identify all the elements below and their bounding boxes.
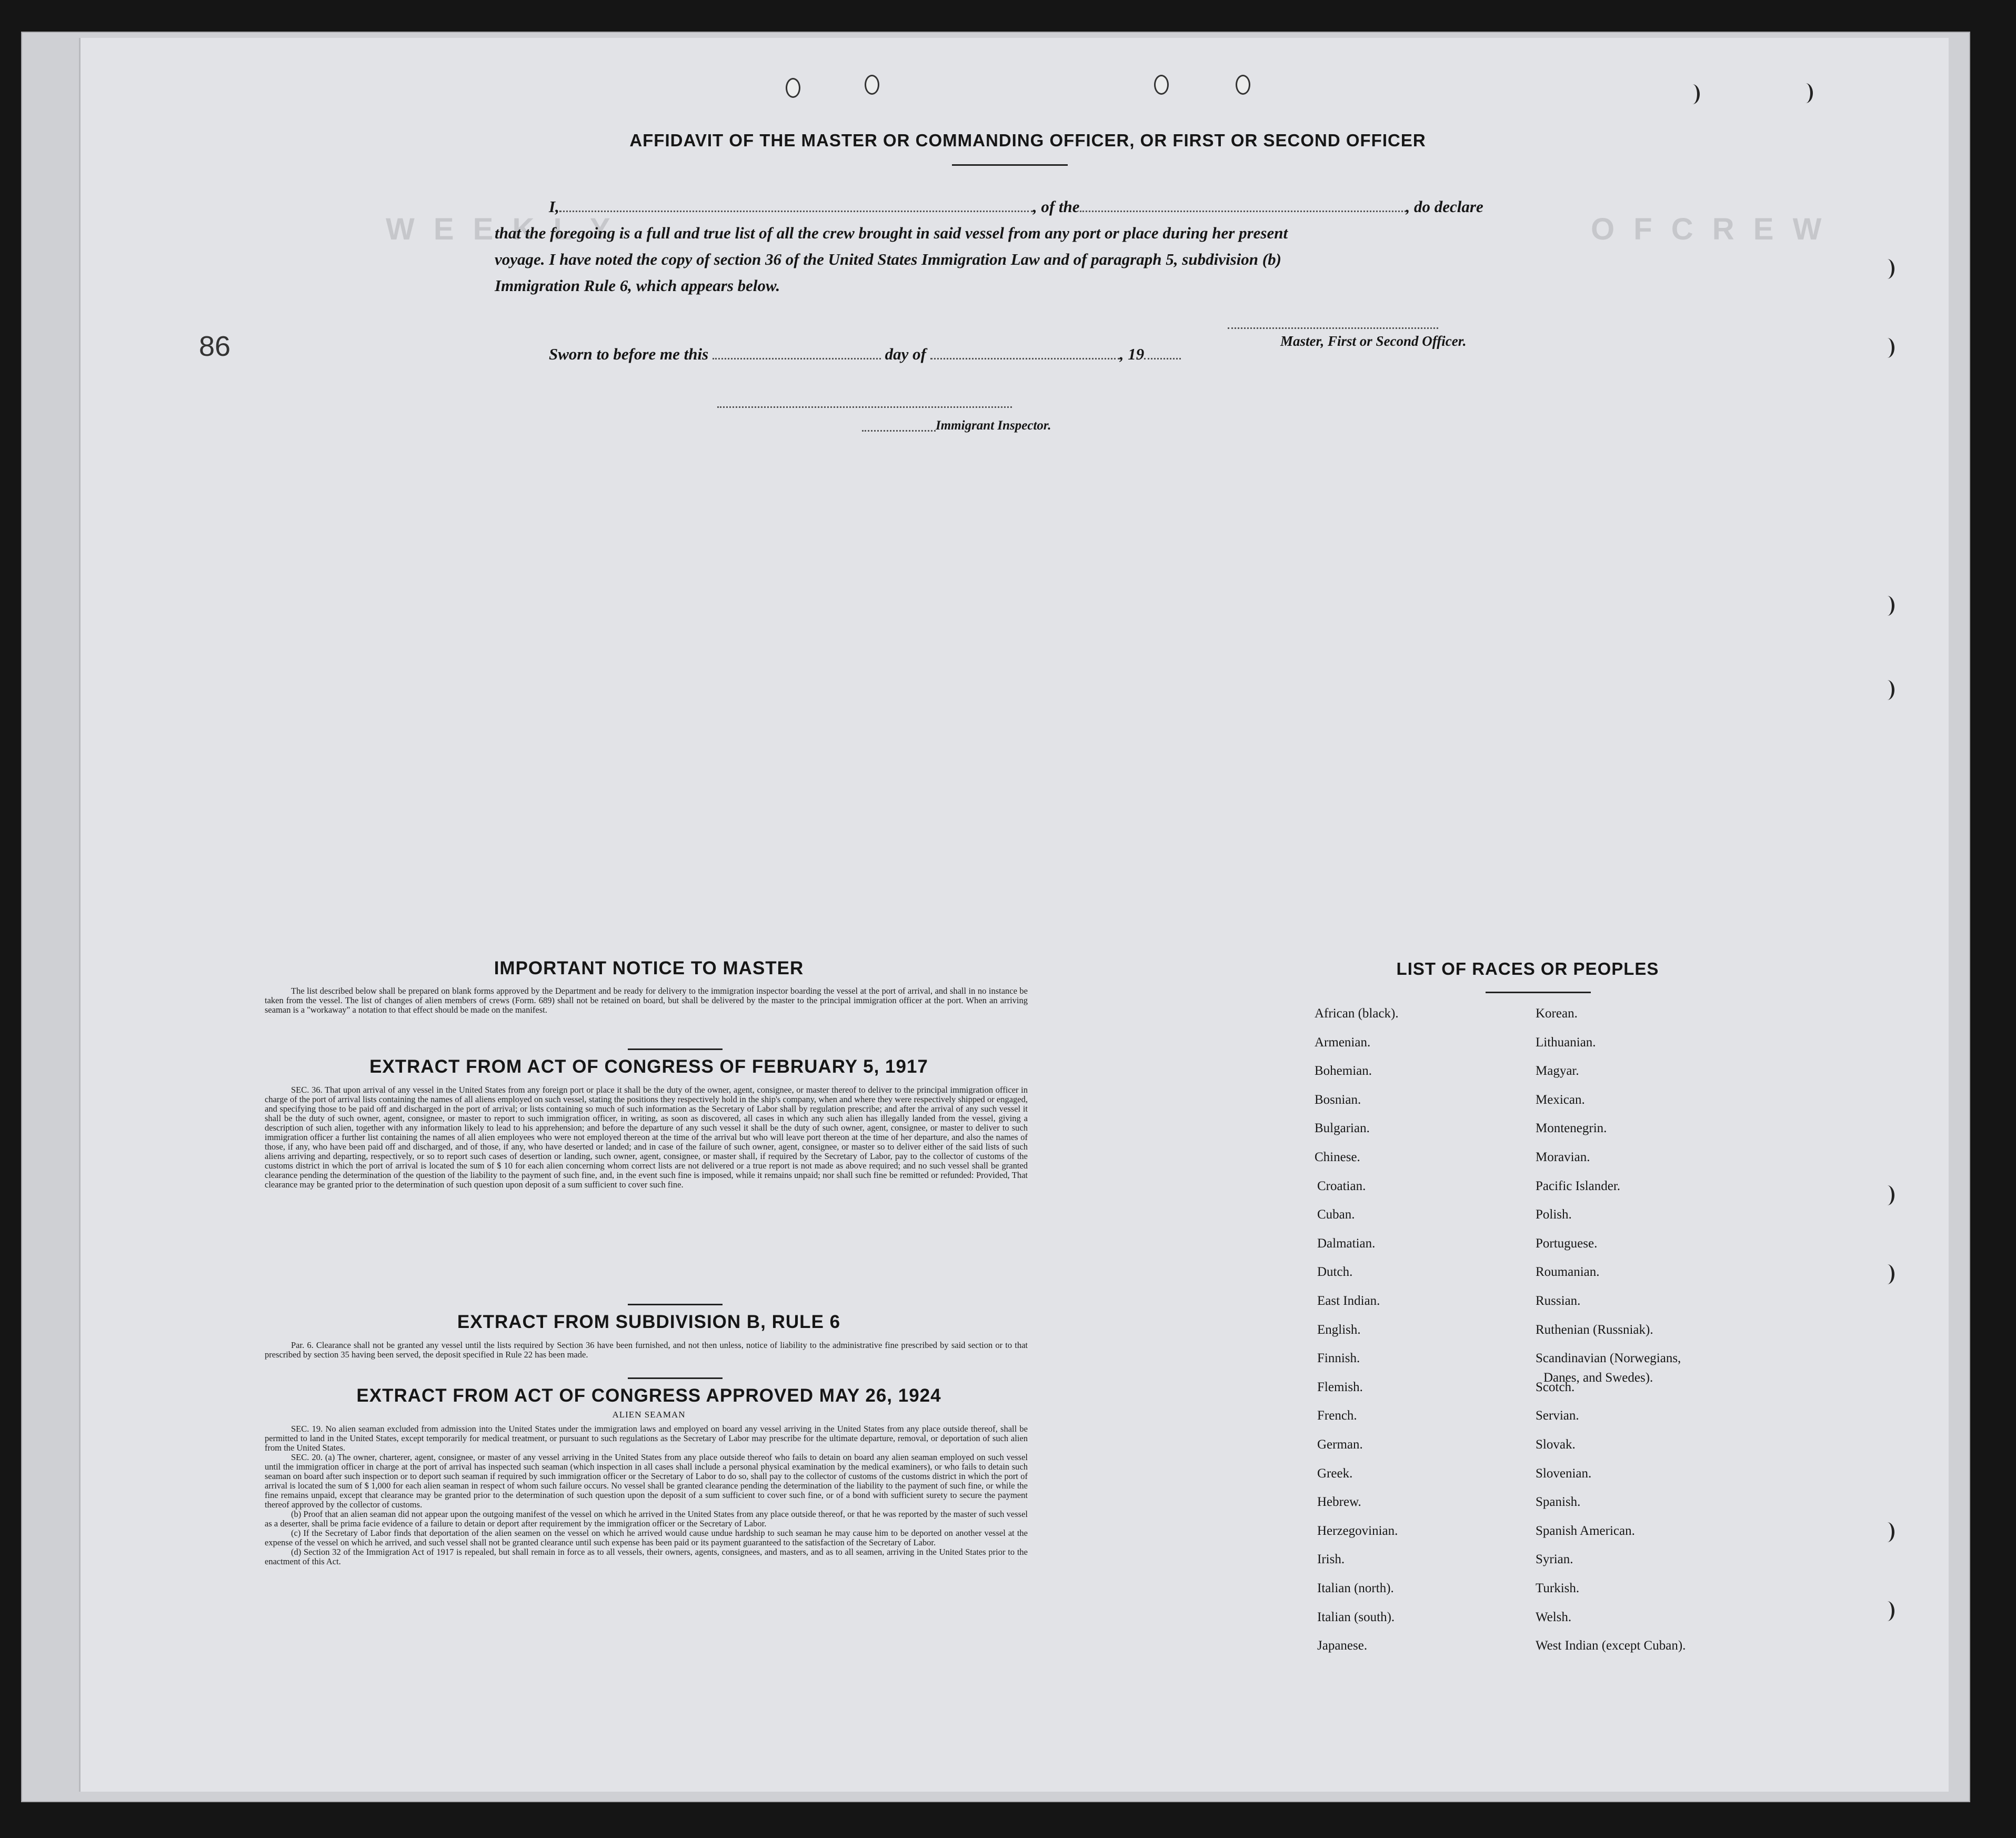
race-item: Scandinavian (Norwegians, [1536, 1351, 1681, 1366]
divider [1486, 992, 1591, 993]
race-item: Bohemian. [1315, 1064, 1372, 1078]
punch-hole [1799, 83, 1813, 103]
race-item: Syrian. [1536, 1552, 1573, 1567]
race-item: Montenegrin. [1536, 1121, 1607, 1136]
extract-1917-title: EXTRACT FROM ACT OF CONGRESS OF FEBRUARY 5, 1917 [369, 1056, 928, 1077]
race-item: Irish. [1317, 1552, 1345, 1567]
extract-rule6-title: EXTRACT FROM SUBDIVISION B, RULE 6 [457, 1312, 841, 1332]
race-item: Servian. [1536, 1409, 1579, 1423]
race-item: Spanish. [1536, 1495, 1581, 1510]
race-item: Portuguese. [1536, 1236, 1598, 1251]
punch-hole [1880, 1601, 1894, 1621]
race-item: Welsh. [1536, 1610, 1572, 1624]
race-item: Italian (south). [1317, 1610, 1395, 1624]
punch-hole [1880, 1264, 1894, 1284]
notice-title: IMPORTANT NOTICE TO MASTER [494, 958, 804, 978]
race-item: Dalmatian. [1317, 1236, 1376, 1251]
divider [628, 1048, 723, 1050]
race-item: Lithuanian. [1536, 1035, 1596, 1050]
race-item: Chinese. [1315, 1150, 1360, 1164]
race-item: Magyar. [1536, 1064, 1579, 1078]
race-item: West Indian (except Cuban). [1536, 1639, 1686, 1653]
divider [628, 1377, 723, 1379]
affidavit-line-2: that the foregoing is a full and true list of all the crew brought in said vessel from any port or place during her present [495, 224, 1288, 242]
race-item: Bosnian. [1315, 1092, 1361, 1107]
punch-hole [1686, 84, 1700, 104]
race-item: Turkish. [1536, 1581, 1580, 1595]
race-item: Italian (north). [1317, 1581, 1394, 1595]
race-item: Slovak. [1536, 1437, 1576, 1452]
race-item: Croatian. [1317, 1178, 1366, 1193]
race-item: Cuban. [1317, 1207, 1355, 1222]
race-item: Spanish American. [1536, 1523, 1635, 1538]
race-item: Hebrew. [1317, 1495, 1361, 1510]
race-item: Ruthenian (Russniak). [1536, 1322, 1653, 1337]
punch-hole [1880, 338, 1894, 358]
divider [628, 1304, 723, 1305]
extract-1924-title: EXTRACT FROM ACT OF CONGRESS APPROVED MAY 26, 1924 [356, 1385, 941, 1406]
race-item: Dutch. [1317, 1265, 1353, 1280]
show-through-text: O F C R E W [1591, 212, 1827, 246]
notice-text: The list described below shall be prepared on blank forms approved by the Department and be ready for delivery to the immigration inspector boarding the vessel at the port of arrival, and shall in no instance be taken from the vessel. The list of changes of alien members of crews (Form. 689) shall not be retained on board, but shall be delivered by the master to the principal immigration officer at the port. When an arriving seaman is a "workaway" a notation to that effect should be made on the manifest. [265, 986, 1028, 1015]
margin-note: 86 [199, 331, 231, 362]
document-page [79, 38, 1949, 1792]
inspector-line [717, 401, 1012, 408]
race-item: Bulgarian. [1315, 1121, 1370, 1136]
race-item: African (black). [1315, 1006, 1399, 1021]
signature-line [1228, 322, 1438, 329]
race-item: Greek. [1317, 1466, 1353, 1481]
title-underline [952, 164, 1068, 166]
affidavit-line-1: I, , of the , do declare [549, 197, 1483, 216]
inspector-short-line [862, 425, 936, 432]
punch-hole [1154, 75, 1169, 95]
show-through-text: W E E K L Y [386, 212, 616, 246]
race-item: East Indian. [1317, 1294, 1380, 1308]
race-item: English. [1317, 1322, 1361, 1337]
inspector-label: Immigrant Inspector. [936, 418, 1051, 433]
race-item: Korean. [1536, 1006, 1578, 1021]
race-item: Moravian. [1536, 1150, 1590, 1164]
extract-1917-text: SEC. 36. That upon arrival of any vessel in the United States from any foreign port or place it shall be the duty of the owner, agent, consignee, or master thereof to deliver to the principal immigration officer in charge of the port of arrival lists containing the names of all aliens employed on such vessel, stating the positions they respectively hold in the ship's company, when and where they were respectively shipped or engaged, and specifying those to be paid off and discharged in the port of arrival; or lists containing so much of such information as the Secretary of Labor shall by regulation prescribe; and after the arrival of any such vessel it shall be the duty of such owner, agent, consignee, or master to report to such immigration officer, in writing, as soon as discovered, all cases in which any such alien has illegally landed from the vessel, giving a description of such alien, together with any information likely to lead to his apprehension; and before the departure of any such vessel it shall be the duty of such owner, agent, consignee, or master to deliver to such immigration officer a further list containing the names of all alien employees who were not employed thereon at the time of the arrival but who will leave port thereon at the time of her departure, and also the names of those, if any, who have been paid off and discharged, and of those, if any, who have deserted or landed; and in case of the failure of such owner, agent, consignee, or master so to deliver either of the said lists of such aliens arriving and departing, respectively, or so to report such cases of desertion or landing, such owner, agent, consignee, or master shall, if required by the Secretary of Labor, pay to the collector of customs of the customs district in which the port of arrival is located the sum of $ 10 for each alien concerning whom correct lists are not delivered or a true report is not made as above required; and no such vessel shall be granted clearance pending the determination of the question of the liability to the payment of such fine, and, in the event such fine is imposed, while it remains unpaid; nor shall such fine be remitted or refunded: Provided, That clearance may be granted prior to the determination of such question upon deposit of a sum sufficient to cover such fine. [265, 1085, 1028, 1190]
race-item: German. [1317, 1437, 1363, 1452]
race-item: Roumanian. [1536, 1265, 1600, 1280]
race-item: Pacific Islander. [1536, 1178, 1621, 1193]
punch-hole [1880, 1522, 1894, 1542]
race-item: Russian. [1536, 1294, 1581, 1308]
punch-hole [1880, 680, 1894, 700]
race-item: Japanese. [1317, 1639, 1368, 1653]
punch-hole [865, 75, 879, 95]
extract-1924-text: SEC. 19. No alien seaman excluded from admission into the United States under the immigration laws and employed on board any vessel arriving in the United States from any place outside thereof, shall be permitted to land in the United States, except temporarily for medical treatment, or pursuant to such regulations as the Secretary of Labor may prescribe for the ultimate departure, removal, or deportation of such alien from the United States. SEC. 20. (a) The owner, charterer, agent, consignee, or master of any vessel arriving in the United States from any place outside thereof who fails to detain on board any alien seaman employed on such vessel until the immigration officer in charge at the port of arrival has inspected such seaman (which inspection in all cases shall include a personal physical examination by the medical examiners), or who fails to detain such seaman on board after such inspection or to deport such seaman if required by such immigration officer or the Secretary of Labor to do so, shall pay to the collector of customs of the customs district in which the port of arrival is located the sum of $ 1,000 for each alien seaman in respect of whom such failure occurs. No vessel shall be granted clearance pending the determination of the liability to the payment of such fine, or while the fine remains unpaid, except that clearance may be granted prior to the determination of such question upon the deposit of a sum sufficient to cover such fine, or of a bond with sufficient surety to secure the payment thereof approved by the collector of customs. (b) Proof that an alien seaman did not appear upon the outgoing manifest of the vessel on which he arrived in the United States from any place outside thereof, or that he was reported by the master of such vessel as a deserter, shall be prima facie evidence of a failure to detain or deport after requirement by the immigration officer or the Secretary of Labor. (c) If the Secretary of Labor finds that deportation of the alien seamen on the vessel on which he arrived would cause undue hardship to such seaman he may cause him to be deported on another vessel at the expense of the vessel on which he arrived, and such vessel shall not be granted clearance until such expense has been paid or its payment guaranteed to the satisfaction of the Secretary of Labor. (d) Section 32 of the Immigration Act of 1917 is repealed, but shall remain in force as to all vessels, their owners, agents, consignees, and masters, and as to all seamen, arriving in the United States prior to the enactment of this Act. [265, 1424, 1028, 1566]
affidavit-title: AFFIDAVIT OF THE MASTER OR COMMANDING OFFICER, OR FIRST OR SECOND OFFICER [629, 131, 1426, 150]
punch-hole [1880, 596, 1894, 616]
signature-label: Master, First or Second Officer. [1280, 333, 1467, 349]
race-item: Polish. [1536, 1207, 1572, 1222]
race-item: Finnish. [1317, 1351, 1360, 1366]
race-item: Flemish. [1317, 1380, 1363, 1394]
sworn-line: Sworn to before me this day of , 19 [549, 343, 1181, 365]
punch-hole [1880, 1185, 1894, 1205]
race-item: French. [1317, 1409, 1357, 1423]
extract-1924-subtitle: ALIEN SEAMAN [612, 1410, 686, 1420]
punch-hole [1236, 75, 1250, 95]
race-item: Mexican. [1536, 1092, 1585, 1107]
races-title: LIST OF RACES OR PEOPLES [1396, 959, 1659, 978]
race-item: Herzegovinian. [1317, 1523, 1398, 1538]
race-item: Slovenian. [1536, 1466, 1592, 1481]
race-item-continuation: Danes, and Swedes). [1543, 1371, 1653, 1385]
punch-hole [1880, 259, 1894, 279]
race-item: Scotch. [1536, 1380, 1575, 1394]
race-item: Armenian. [1315, 1035, 1371, 1050]
affidavit-line-4: Immigration Rule 6, which appears below. [495, 276, 780, 295]
extract-rule6-text: Par. 6. Clearance shall not be granted any vessel until the lists required by Section 36 have been furnished, and not then unless, notice of liability to the administrative fine prescribed by said section or to that prescribed by section 35 having been served, the deposit specified in Rule 22 has been made. [265, 1340, 1028, 1360]
punch-hole [786, 78, 800, 98]
affidavit-line-3: voyage. I have noted the copy of section 36 of the United States Immigration Law and of paragraph 5, subdivision (b) [495, 250, 1281, 268]
